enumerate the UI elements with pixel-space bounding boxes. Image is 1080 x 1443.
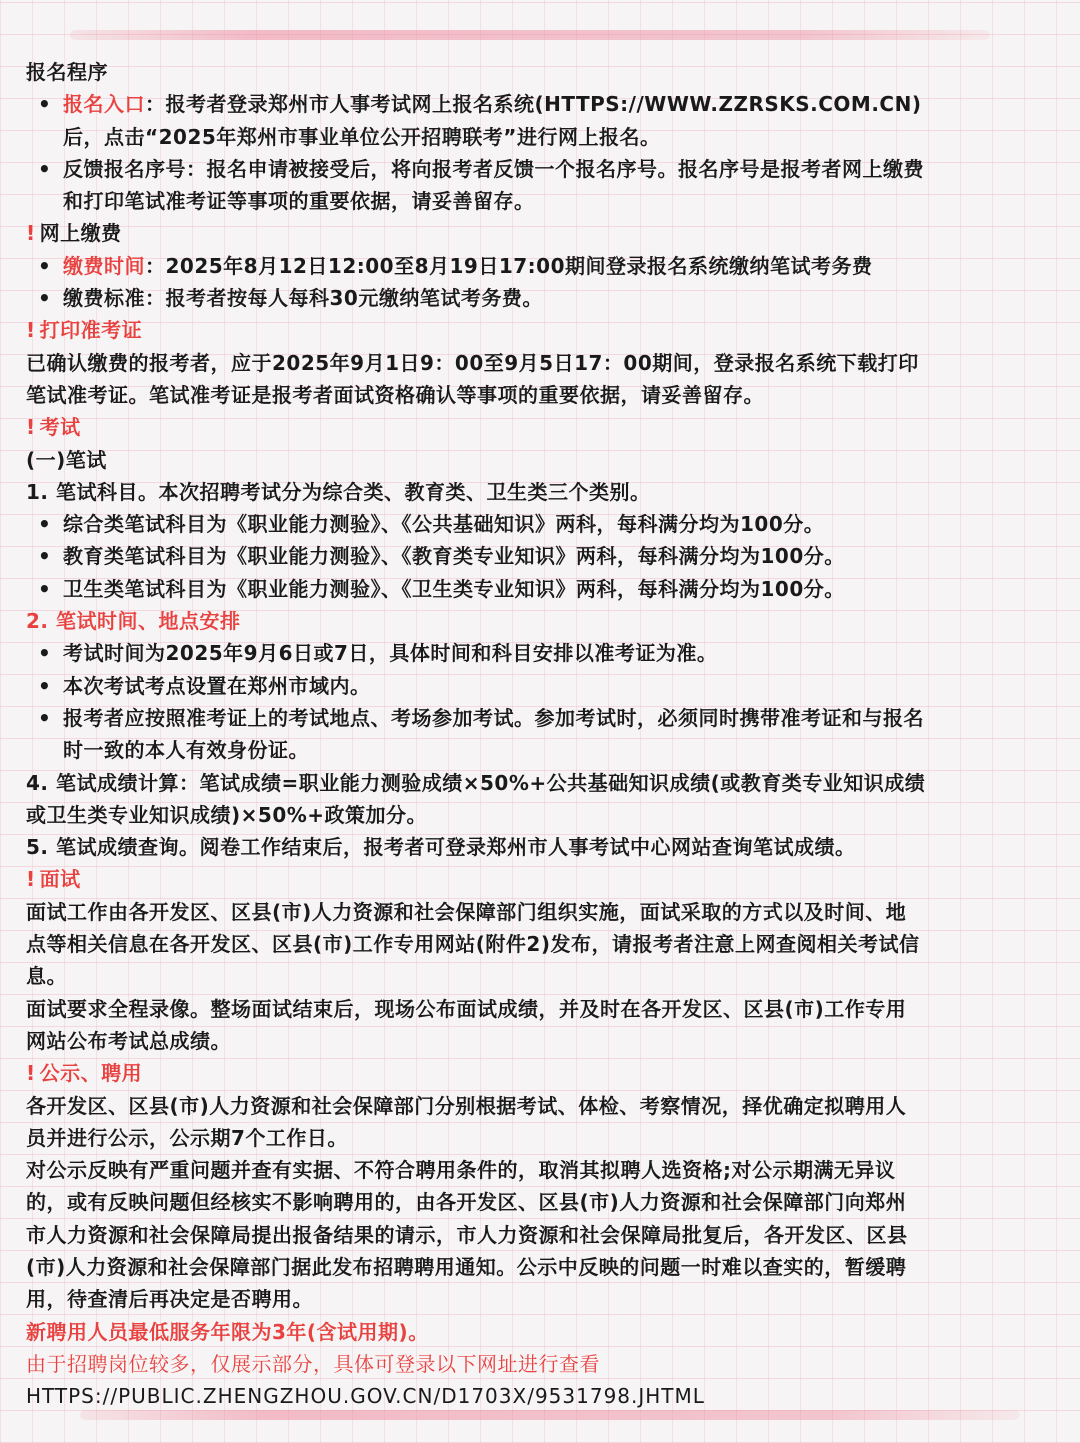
exclamation-icon: ! (26, 867, 36, 892)
admission-heading: ! 打印准考证 (26, 318, 143, 343)
decorative-top-stroke (70, 30, 990, 40)
list-item: • 缴费标准：报考者按每人每科30元缴纳笔试考务费。 (26, 282, 1050, 314)
list-item: • 反馈报名序号：报名申请被接受后，将向报考者反馈一个报名序号。报名序号是报考者网上缴费 (26, 153, 1050, 185)
notice-content: 报名程序 • 报名入口：报考者登录郑州市人事考试网上报名系统(HTTPS://WWW.ZZRSKS.COM.CN) 后，点击“2025年郑州市事业单位公开招聘联考”进行网上报名。 • 反馈报名序号：报名申请被接受后，将向报考者反馈一个报名序号。报名序号是报考者网上缴费 和打印笔试准考证等事项的重要依据，请妥善留存。 ! 网上缴费 • 缴费时间：2025年8月12日12:00至8月19日17:00期间登录报名系统缴纳笔试考务费 • 缴费标准：报考者按每人每科30元缴纳笔试考务费。 ! 打印准考证 已确认缴费的报考者，应于2025年9月1日9：00至9月5日17：00期间，登录报名系统下载打印 笔试准考证。笔试准考证是报考者面试资格确认等事项的重要依据，请妥善留存。 ! 考试 (一)笔试 1. 笔试科目。本次招聘考试分为综合类、教育类、卫生类三个类别。 • 综合类笔试科目为《职业能力测验》、《公共基础知识》两科，每科满分均为100分。 • 教育类笔试科目为《职业能力测验》、《教育类专业知识》两科，每科满分均为100分。 • 卫生类笔试科目为《职业能力测验》、《卫生类专业知识》两科，每科满分均为100分。 2. 笔试时间、地点安排 • 考试时间为2025年9月6日或7日，具体时间和科目安排以准考证为准。 • 本次考试考点设置在郑州市域内。 • 报考者应按照准考证上的考试地点、考场参加考试。参加考试时，必须同时携带准考证和与报名 时一致的本人有效身份证。 4. 笔试成绩计算：笔试成绩=职业能力测验成绩×50%+公共基础知识成绩(或教育类专业知识成绩 或卫生类专业知识成绩)×50%+政策加分。 5. 笔试成绩查询。阅卷工作结束后，报考者可登录郑州市人事考试中心网站查询笔试成绩。 ! 面试 面试工作由各开发区、区县(市)人力资源和社会保障部门组织实施，面试采取的方式以及时间、地 点等相关信息在各开发区、区县(市)工作专用网站(附件2)发布，请报考者注意上网查阅相关考试信 息。 面试要求全程录像。整场面试结束后，现场公布面试成绩，并及时在各开发区、区县(市)工作专用 网站公布考试总成绩。 ! 公示、聘用 各开发区、区县(市)人力资源和社会保障部门分别根据考试、体检、考察情况，择优确定拟聘用人 员并进行公示，公示期7个工作日。 对公示反映有严重问题并查有实据、不符合聘用条件的，取消其拟聘人选资格;对公示期满无异议 的，或有反映问题但经核实不影响聘用的，由各开发区、区县(市)人力资源和社会保障部门向郑州 市人力资源和社会保障局提出报备结果的请示，市人力资源和社会保障局批复后，各开发区、区县 (市)人力资源和社会保障部门据此发布招聘聘用通知。公示中反映的问题一时难以查实的，暂缓聘 用，待查清后再决定是否聘用。 新聘用人员最低服务年限为3年(含试用期)。 由于招聘岗位较多，仅展示部分，具体可登录以下网址进行查看 HTTPS://PUBLIC.ZHENGZHOU.GOV.CN/D1703X/9531798.JHTML (26, 56, 1050, 1412)
footer-note: 由于招聘岗位较多，仅展示部分，具体可登录以下网址进行查看 (26, 1351, 600, 1376)
list-item: • 综合类笔试科目为《职业能力测验》、《公共基础知识》两科，每科满分均为100分。 (26, 508, 1050, 540)
list-item: • 教育类笔试科目为《职业能力测验》、《教育类专业知识》两科，每科满分均为100分。 (26, 540, 1050, 572)
exclamation-icon: ! (26, 1061, 36, 1086)
exclamation-icon: ! (26, 415, 36, 440)
decorative-bottom-stroke (80, 1410, 1020, 1420)
payment-heading: ! 网上缴费 (26, 221, 122, 246)
registration-entry-label: 报名入口 (63, 92, 145, 117)
exclamation-icon: ! (26, 221, 36, 246)
list-item: • 缴费时间：2025年8月12日12:00至8月19日17:00期间登录报名系统缴纳笔试考务费 (26, 250, 1050, 282)
exam-heading: ! 考试 (26, 415, 81, 440)
list-item: • 报名入口：报考者登录郑州市人事考试网上报名系统(HTTPS://WWW.ZZRSKS.COM.CN) (26, 88, 1050, 120)
registration-heading: 报名程序 (26, 60, 108, 84)
list-item: • 本次考试考点设置在郑州市域内。 (26, 670, 1050, 702)
min-service-note: 新聘用人员最低服务年限为3年(含试用期)。 (26, 1319, 429, 1344)
exclamation-icon: ! (26, 318, 36, 343)
list-item: • 卫生类笔试科目为《职业能力测验》、《卫生类专业知识》两科，每科满分均为100分。 (26, 573, 1050, 605)
detail-url-link[interactable]: HTTPS://PUBLIC.ZHENGZHOU.GOV.CN/D1703X/9531798.JHTML (26, 1384, 705, 1409)
exam-arrangement-heading: 2. 笔试时间、地点安排 (26, 609, 241, 634)
list-item: • 考试时间为2025年9月6日或7日，具体时间和科目安排以准考证为准。 (26, 637, 1050, 669)
list-item: • 报考者应按照准考证上的考试地点、考场参加考试。参加考试时，必须同时携带准考证和与报名 (26, 702, 1050, 734)
interview-heading: ! 面试 (26, 867, 81, 892)
exam-subheading: (一)笔试 (26, 447, 107, 472)
publicity-heading: ! 公示、聘用 (26, 1061, 143, 1086)
